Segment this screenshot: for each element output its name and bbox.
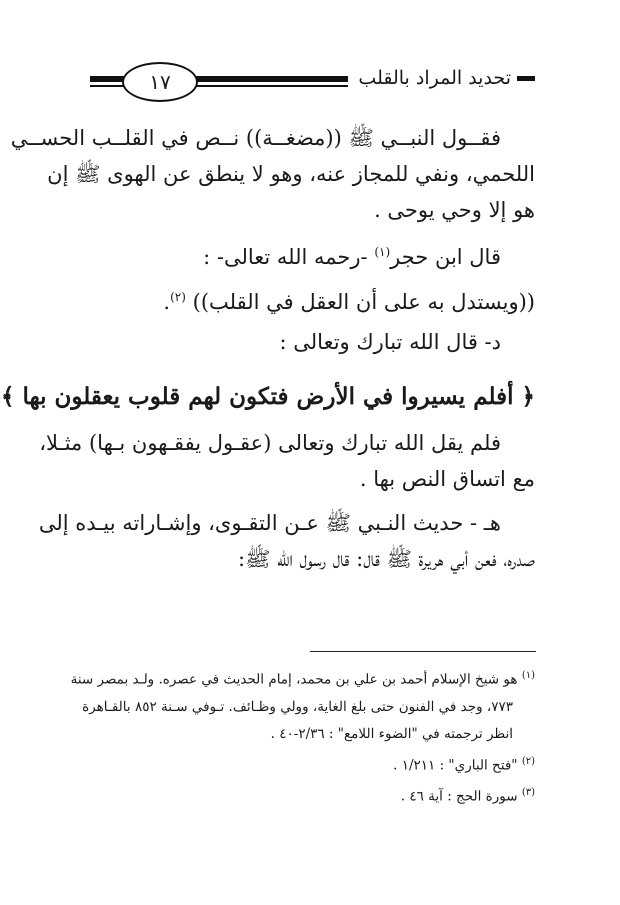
section-h-line-2: صدره، فعن أبي هريرة ﷺ قال: قال رسول الله ﷺ: [238,547,535,571]
footnote-ref-1: (١) [374,245,391,259]
main-text [1,120,535,577]
text-line-2: اللحمي، ونفي للمجاز عنه، وهو لا ينطق عن الهوى ﷺ إن [47,162,535,186]
quote-line [92,279,535,320]
footnote-separator [310,651,536,652]
page-number-oval [122,62,198,102]
footnote-2 [90,748,535,780]
footnote-3-text: سورة الحج : آية ٤٦ . [400,788,518,805]
chapter-title: تحديد المراد بالقلب [358,67,511,89]
title-marker [517,76,535,81]
section-h-line-1: هـ - حديث النـبي ﷺ عـن التقـوى، وإشـاراته بيـده إلى [38,511,501,535]
after-verse-line-1: فلم يقل الله تبارك وتعالى (عقـول يفقـهون بـها) مثـلا، [39,431,501,455]
verse-line [1,374,535,415]
footnote-1-text-1: هو شيخ الإسلام أحمد بن علي بن محمد، إمام الحديث في عصره. ولـد بمصر سنة [70,671,518,688]
ibn-hajar-post: -رحمه الله تعالى- : [203,245,375,269]
header-title-box [348,60,535,96]
after-verse-line-2: مع اتساق النص بها . [359,467,535,491]
footnote-ref-2: (٢) [170,290,186,304]
footnote-1-line-1 [70,662,535,694]
footnote-1-line-2: ٧٧٣، وجد في الفنون حتى بلغ الغاية، وولي وظـائف. تـوفي سـنة ٨٥٢ بالقـاهرة [82,698,513,715]
ibn-hajar-pre: قال ابن حجر [390,245,501,269]
quran-verse: ﴿ أفلم يسيروا في الأرض فتكون لهم قلوب يعقلون بها ﴾ [1,383,535,410]
section-d-heading: د- قال الله تبارك وتعالى : [279,330,501,354]
ibn-hajar-line [92,234,535,275]
footnotes [70,662,535,811]
footnote-2-number: (٢) [521,755,535,767]
footnote-3 [90,779,535,811]
footnote-1-number: (١) [521,670,535,681]
page-number: ١٧ [149,70,171,94]
text-line-1: فقــول النبــي ﷺ ((مضغــة)) نــص في القلــب الحســي [10,126,501,150]
text-line-3: هو إلا وحي يوحى . [374,198,535,222]
page-header [90,62,535,104]
quote-end: . [163,290,171,314]
footnote-1-line-3: انظر ترجمته في "الضوء اللامع" : ٢/٣٦-٤٠ . [270,725,513,742]
quote-text: ((ويستدل به على أن العقل في القلب)) [192,290,535,314]
footnote-3-number: (٣) [521,787,535,798]
footnote-2-text: "فتح الباري" : ١/٢١١ . [393,757,518,773]
